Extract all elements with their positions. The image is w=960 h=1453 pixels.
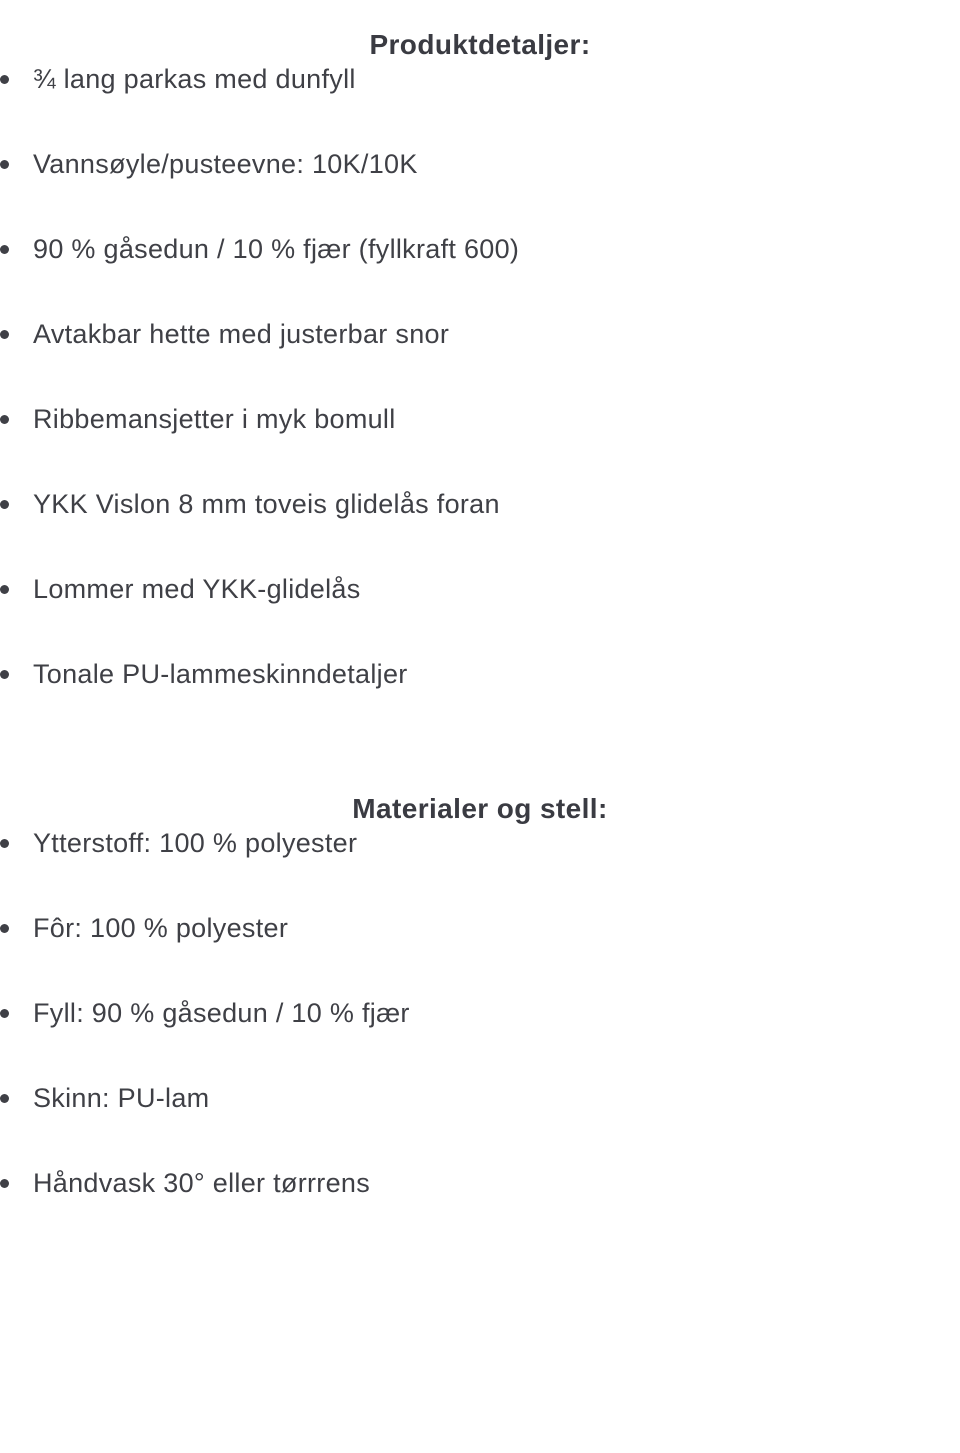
bullet-icon [0,500,9,509]
list-item-text: YKK Vislon 8 mm toveis glidelås foran [33,489,500,519]
list-item [0,1166,960,1200]
list-item [0,996,960,1030]
list-item-text: Lommer med YKK-glidelås [33,574,361,604]
materials-care-section [0,742,960,1200]
list-item [0,572,960,606]
list-item [0,317,960,351]
list-item-text: ¾ lang parkas med dunfyll [33,64,356,94]
list-item-text: Vannsøyle/pusteevne: 10K/10K [33,149,418,179]
list-item-text: Tonale PU-lammeskinndetaljer [33,659,408,689]
section-title-product-details: Produktdetaljer: [369,29,591,60]
section-title-materials-care: Materialer og stell: [352,793,608,824]
list-item-text: Ribbemansjetter i myk bomull [33,404,396,434]
list-item-text: Fôr: 100 % polyester [33,913,289,943]
list-item [0,402,960,436]
product-details-section [0,0,960,691]
bullet-icon [0,839,9,848]
list-item [0,62,960,96]
list-item [0,657,960,691]
bullet-icon [0,330,9,339]
bullet-icon [0,1094,9,1103]
list-item-text: 90 % gåsedun / 10 % fjær (fyllkraft 600) [33,234,520,264]
bullet-icon [0,585,9,594]
list-item-text: Håndvask 30° eller tørrrens [33,1168,371,1198]
list-item [0,826,960,860]
product-details-list [0,62,960,691]
list-item-text: Fyll: 90 % gåsedun / 10 % fjær [33,998,410,1028]
list-item-text: Avtakbar hette med justerbar snor [33,319,450,349]
list-item [0,1081,960,1115]
bullet-icon [0,924,9,933]
bullet-icon [0,415,9,424]
list-item-text: Ytterstoff: 100 % polyester [33,828,358,858]
bullet-icon [0,75,9,84]
bullet-icon [0,1009,9,1018]
bullet-icon [0,670,9,679]
list-item [0,911,960,945]
bullet-icon [0,1179,9,1188]
list-item-text: Skinn: PU-lam [33,1083,210,1113]
list-item [0,487,960,521]
materials-care-list [0,826,960,1200]
list-item [0,232,960,266]
bullet-icon [0,160,9,169]
bullet-icon [0,245,9,254]
list-item [0,147,960,181]
